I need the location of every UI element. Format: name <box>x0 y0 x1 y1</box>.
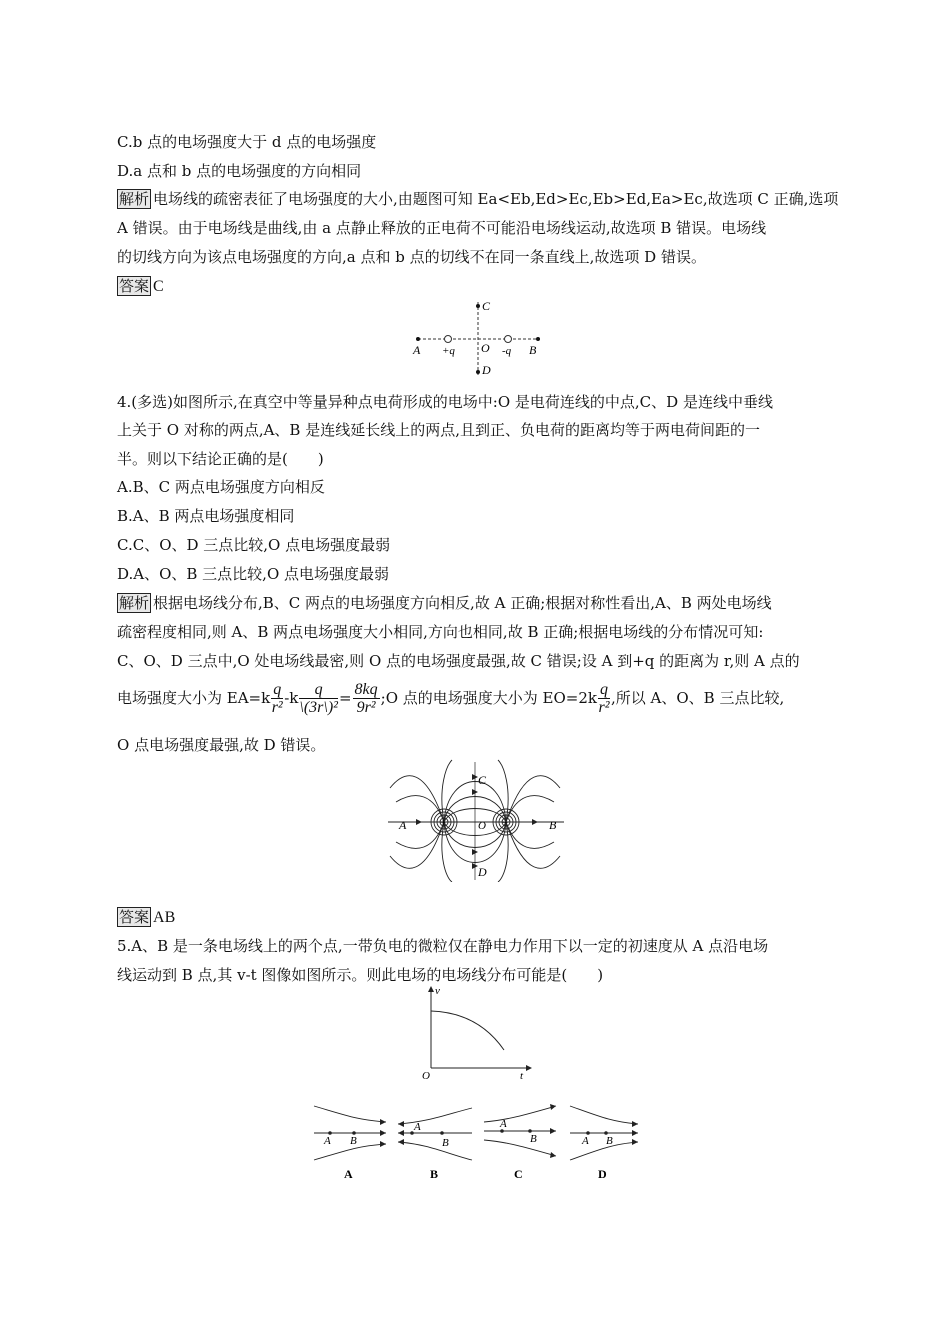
label-a: A <box>413 343 421 357</box>
fraction-q-over-r2-b: $\frac{q}{\text{r²}}$ <box>598 681 610 716</box>
arrow-icon <box>632 1130 638 1136</box>
label-b: B <box>549 818 557 832</box>
q4-analysis-line-4: 电场强度大小为 EA=k $\frac{q}{\text{r²}}$ -k $\frac{q}{\text{\textbackslash{}(3r\textbackslash{})²}}$ = $\frac{8kq}{\text{9r²}}$ ;O 点的电场强度大小为 EO=2k $\frac{q}{\text{r²}}$ ,所以 A、O、B 三点比较, <box>117 681 785 716</box>
label-o: O <box>478 820 486 832</box>
arrow-icon <box>532 819 538 825</box>
negative-charge <box>505 336 512 343</box>
field-line <box>506 796 554 822</box>
arrow-up-icon <box>428 986 434 992</box>
q4-option-d: D.A、O、B 三点比较,O 点电场强度最弱 <box>117 565 390 583</box>
label-v: v <box>435 985 440 997</box>
point-b-label: B <box>350 1135 357 1147</box>
arrow-icon <box>632 1139 638 1145</box>
q4-stem-line-3: 半。则以下结论正确的是( ) <box>117 450 324 468</box>
label-c: C <box>482 299 491 313</box>
arrow-icon <box>632 1121 638 1127</box>
option-b-field-line <box>398 1142 472 1160</box>
label-o: O <box>481 341 490 355</box>
option-b-label: B <box>430 1167 439 1181</box>
fraction-8kq-over-9r2: $\frac{8kq}{\text{9r²}}$ <box>354 681 378 716</box>
label-minus-q: -q <box>502 345 512 357</box>
velocity-curve <box>431 1011 504 1050</box>
positive-charge <box>445 336 452 343</box>
point-a-label: A <box>324 1135 331 1147</box>
field-line <box>390 776 444 822</box>
option-d-field-line <box>570 1142 638 1160</box>
point-a <box>416 337 420 341</box>
q3-analysis-line-2: A 错误。由于电场线是曲线,由 a 点静止释放的正电荷不可能沿电场线运动,故选项 B 错误。电场线 <box>117 219 767 237</box>
q5-stem-line-1: 5.A、B 是一条电场线上的两个点,一带负电的微粒仅在静电力作用下以一定的初速度从 A 点沿电场 <box>117 937 769 955</box>
analysis-tag: 解析 <box>119 594 150 612</box>
q4-option-c: C.C、O、D 三点比较,O 点电场强度最弱 <box>117 536 391 554</box>
fraction-q-over-3r2: $\frac{q}{\text{\textbackslash{}(3r\textbackslash{})²}}$ <box>299 681 338 716</box>
point-b-dot <box>440 1131 444 1135</box>
velocity-time-graph <box>416 984 536 1082</box>
q5-stem-line-2: 线运动到 B 点,其 v-t 图像如图所示。则此电场的电场线分布可能是( ) <box>117 966 604 984</box>
q4-analysis-line-3: C、O、D 三点中,O 处电场线最密,则 O 点的电场强度最强,故 C 错误;设 A 到+q 的距离为 r,则 A 点的 <box>117 652 800 670</box>
q3-option-c: C.b 点的电场强度大于 d 点的电场强度 <box>117 133 377 151</box>
q4-analysis-line-5: O 点电场强度最强,故 D 错误。 <box>117 736 326 754</box>
arrow-icon <box>550 1152 556 1158</box>
answer-tag: 答案 <box>119 908 150 926</box>
label-b: B <box>529 343 537 357</box>
label-t: t <box>520 1070 524 1082</box>
point-c <box>476 304 480 308</box>
q4-analysis-line-1: 解析 根据电场线分布,B、C 两点的电场强度方向相反,故 A 正确;根据对称性看出,A、B 两处电场线 <box>119 594 772 612</box>
option-d-label: D <box>598 1167 607 1181</box>
dipole-field-figure <box>386 758 566 882</box>
field-line <box>506 822 554 848</box>
analysis-tag: 解析 <box>119 190 150 208</box>
field-line <box>506 776 560 822</box>
q4-stem-line-2: 上关于 O 对称的两点,A、B 是连线延长线上的两点,且到正、负电荷的距离均等于两电荷间距的一 <box>117 421 760 439</box>
point-b-label: B <box>530 1133 537 1145</box>
point-a-label: A <box>414 1121 421 1133</box>
label-plus-q: +q <box>442 345 455 357</box>
q4-analysis-line-2: 疏密程度相同,则 A、B 两点电场强度大小相同,方向也相同,故 B 正确;根据电场线的分布情况可知: <box>117 623 764 641</box>
arrow-icon <box>550 1128 556 1134</box>
point-b-label: B <box>442 1137 449 1149</box>
option-c-field-line <box>484 1140 556 1156</box>
label-d: D <box>482 363 491 377</box>
minus-sign: − <box>502 817 509 829</box>
option-b-field-line <box>398 1108 472 1124</box>
arrow-icon <box>380 1119 386 1125</box>
q4-answer: 答案 AB <box>119 908 176 926</box>
q4-stem-line-1: 4.(多选)如图所示,在真空中等量异种点电荷形成的电场中:O 是电荷连线的中点,C、D 是连线中垂线 <box>117 393 773 411</box>
q3-answer: 答案 C <box>119 277 164 295</box>
option-c-field-line <box>484 1106 556 1122</box>
arrow-icon <box>380 1130 386 1136</box>
plus-sign: + <box>440 817 447 829</box>
arrow-icon <box>550 1104 556 1110</box>
fraction-q-over-r2: $\frac{q}{\text{r²}}$ <box>271 681 283 716</box>
field-line-options-figure <box>308 1100 648 1182</box>
point-d <box>476 370 480 374</box>
q3-option-d: D.a 点和 b 点的电场强度的方向相同 <box>117 162 362 180</box>
q3-analysis-line-1: 解析 电场线的疏密表征了电场强度的大小,由题图可知 Ea<Eb,Ed>Ec,Eb>Ed,Ea>Ec,故选项 C 正确,选项 <box>119 190 839 208</box>
option-a-label: A <box>344 1167 353 1181</box>
option-c-label: C <box>514 1167 523 1181</box>
label-a: A <box>399 818 407 832</box>
arrow-icon <box>398 1121 404 1127</box>
point-b-label: B <box>606 1135 613 1147</box>
point-b <box>536 337 540 341</box>
label-c: C <box>478 773 487 787</box>
label-o: O <box>422 1070 430 1082</box>
q3-analysis-line-3: 的切线方向为该点电场强度的方向,a 点和 b 点的切线不在同一条直线上,故选项 D 错误。 <box>117 248 706 266</box>
arrow-icon <box>398 1139 404 1145</box>
point-a-label: A <box>582 1135 589 1147</box>
arrow-icon <box>416 819 422 825</box>
charge-line-figure <box>400 296 560 380</box>
label-d: D <box>478 865 487 879</box>
arrow-icon <box>398 1130 404 1136</box>
answer-tag: 答案 <box>119 277 150 295</box>
q4-option-a: A.B、C 两点电场强度方向相反 <box>117 478 325 496</box>
arrow-icon <box>380 1141 386 1147</box>
arrow-right-icon <box>526 1065 532 1071</box>
q4-option-b: B.A、B 两点电场强度相同 <box>117 507 295 525</box>
option-a-field-line <box>314 1106 386 1122</box>
point-a-label: A <box>500 1118 507 1130</box>
option-d-field-line <box>570 1106 638 1124</box>
